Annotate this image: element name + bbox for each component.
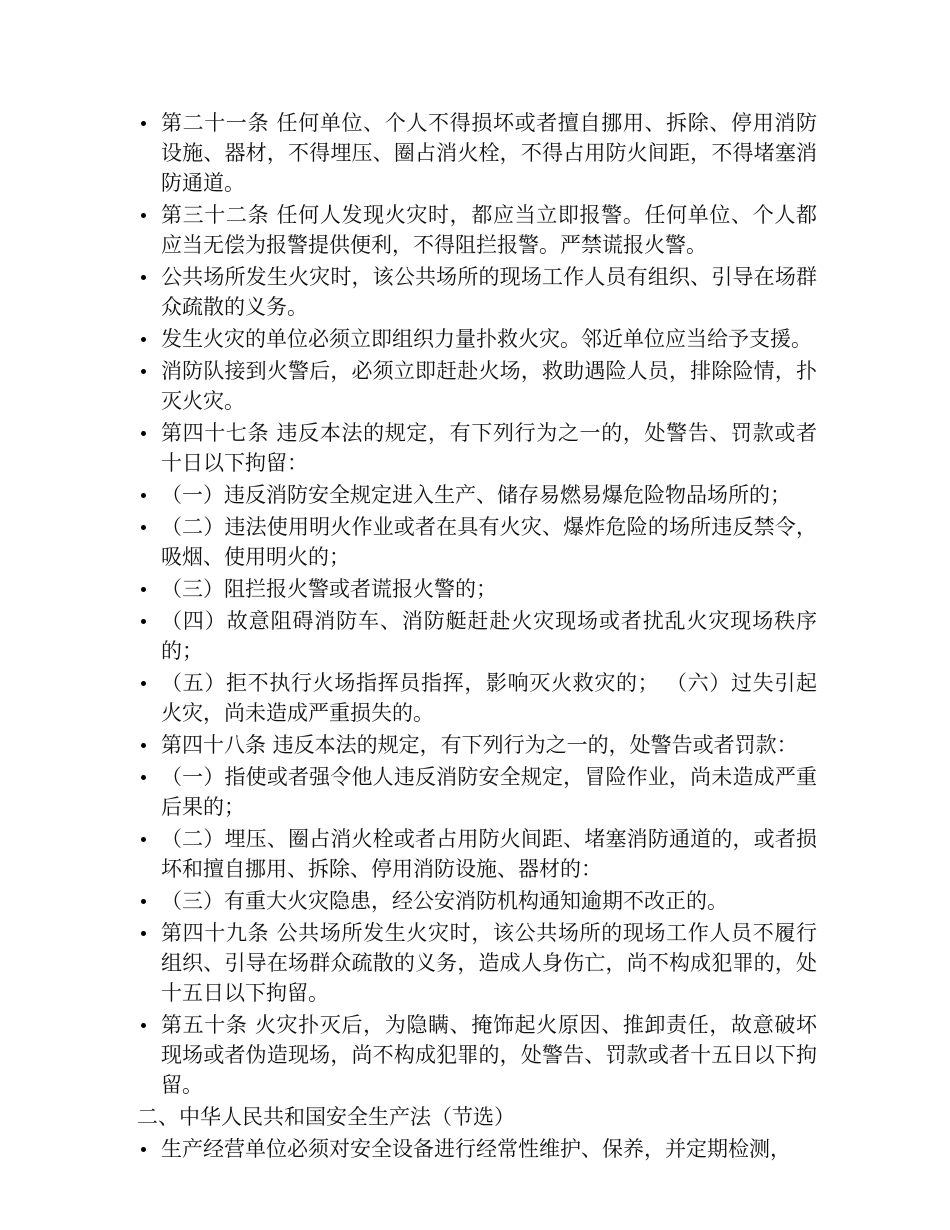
item-text: 发生火灾的单位必须立即组织力量扑救火灾。邻近单位应当给予支援。 [161,327,812,351]
list-item [137,418,817,478]
bullet-icon [141,899,146,904]
list-item [137,574,817,604]
item-text: 第四十九条 公共场所发生火灾时，该公共场所的现场工作人员不履行组织、引导在场群众疏散的义务，造成人身伤亡，尚不构成犯罪的，处十五日以下拘留。 [161,921,817,1005]
list-item [137,200,817,260]
list-item [137,262,817,322]
bullet-icon [141,493,146,498]
bullet-icon [141,275,146,280]
item-text: （三）阻拦报火警或者谎报火警的； [161,577,497,601]
item-text: 生产经营单位必须对安全设备进行经常性维护、保养，并定期检测， [161,1137,791,1161]
item-text: （二）违法使用明火作业或者在具有火灾、爆炸危险的场所违反禁令，吸烟、使用明火的； [161,515,817,569]
list-item [137,606,817,666]
list-item [137,886,817,916]
bullet-icon [141,121,146,126]
bullet-icon [141,1147,146,1152]
bullet-icon [141,681,146,686]
item-text: （三）有重大火灾隐患，经公安消防机构通知逾期不改正的。 [161,889,728,913]
list-item [137,512,817,572]
list-item [137,480,817,510]
item-text: 第三十二条 任何人发现火灾时，都应当立即报警。任何单位、个人都应当无偿为报警提供便利，不得阻拦报警。严禁谎报火警。 [161,203,817,257]
item-text: 消防队接到火警后，必须立即赶赴火场，救助遇险人员，排除险情，扑灭火灾。 [161,359,817,413]
bullet-icon [141,1023,146,1028]
bullet-icon [141,337,146,342]
list-item [137,918,817,1008]
list-item [137,762,817,822]
bullet-icon [141,525,146,530]
list-item [137,1010,817,1100]
list-item [137,824,817,884]
safety-law-article-list [137,1134,817,1164]
item-text: （一）指使或者强令他人违反消防安全规定，冒险作业，尚未造成严重后果的； [161,765,817,819]
fire-law-article-list [137,108,817,1100]
bullet-icon [141,775,146,780]
item-text: 第四十七条 违反本法的规定，有下列行为之一的，处警告、罚款或者十日以下拘留： [161,421,817,475]
item-text: （一）违反消防安全规定进入生产、储存易燃易爆危险物品场所的； [161,483,791,507]
bullet-icon [141,369,146,374]
item-text: （二）埋压、圈占消火栓或者占用防火间距、堵塞消防通道的，或者损坏和擅自挪用、拆除、停用消防设施、器材的： [161,827,817,881]
list-item [137,324,817,354]
item-text: （五）拒不执行火场指挥员指挥，影响灭火救灾的； （六）过失引起火灾，尚未造成严重损失的。 [161,671,817,725]
item-text: 公共场所发生火灾时，该公共场所的现场工作人员有组织、引导在场群众疏散的义务。 [161,265,817,319]
section-heading: 二、中华人民共和国安全生产法（节选） [137,1105,515,1129]
bullet-icon [141,213,146,218]
list-item [137,108,817,198]
list-item [137,730,817,760]
list-item [137,356,817,416]
bullet-icon [141,743,146,748]
item-text: 第五十条 火灾扑灭后，为隐瞒、掩饰起火原因、推卸责任，故意破坏现场或者伪造现场，尚不构成犯罪的，处警告、罚款或者十五日以下拘留。 [161,1013,817,1097]
item-text: （四）故意阻碍消防车、消防艇赶赴火灾现场或者扰乱火灾现场秩序的； [161,609,817,663]
bullet-icon [141,431,146,436]
item-text: 第二十一条 任何单位、个人不得损坏或者擅自挪用、拆除、停用消防设施、器材，不得埋压、圈占消火栓，不得占用防火间距，不得堵塞消防通道。 [161,111,817,195]
bullet-icon [141,619,146,624]
document-body [137,108,817,1166]
bullet-icon [141,837,146,842]
list-item [137,1134,817,1164]
item-text: 第四十八条 违反本法的规定，有下列行为之一的，处警告或者罚款： [161,733,798,757]
bullet-icon [141,931,146,936]
bullet-icon [141,587,146,592]
list-item [137,668,817,728]
